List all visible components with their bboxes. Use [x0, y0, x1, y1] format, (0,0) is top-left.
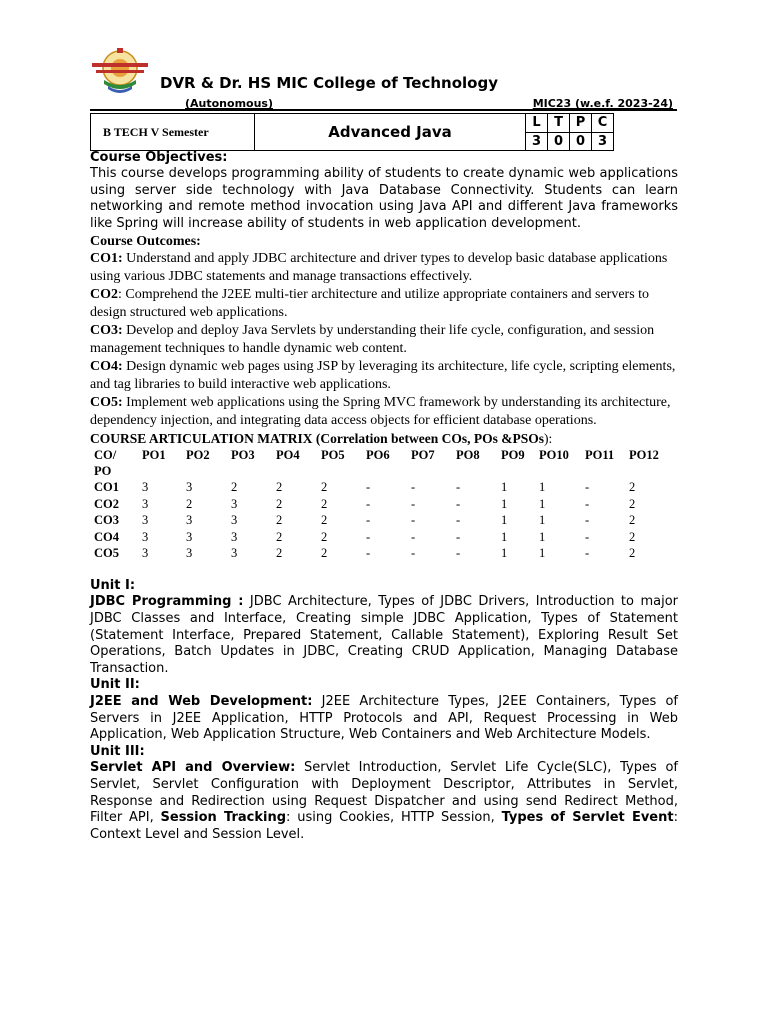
outcomes-heading: Course Outcomes: — [90, 234, 201, 250]
matrix-body — [94, 479, 669, 562]
unit-topic: J2EE and Web Development: — [90, 694, 313, 710]
matrix-cell: - — [366, 496, 371, 511]
outcome-code: CO4: — [90, 359, 123, 375]
college-name: DVR & Dr. HS MIC College of Technology — [160, 74, 498, 92]
matrix-col-header: PO6 — [366, 448, 390, 463]
matrix-cell: 2 — [276, 529, 283, 544]
matrix-cell: 3 — [142, 496, 149, 511]
matrix-cell: 3 — [142, 513, 149, 528]
matrix-cell: 1 — [539, 480, 546, 495]
matrix-cell: 2 — [186, 496, 193, 511]
matrix-cell: - — [456, 529, 461, 544]
outcome-code: CO2 — [90, 287, 118, 303]
matrix-cell: - — [366, 480, 371, 495]
matrix-cell: 2 — [629, 496, 636, 511]
matrix-cell: 1 — [501, 496, 508, 511]
unit-content — [90, 594, 678, 677]
autonomous-label: (Autonomous) — [185, 97, 273, 110]
matrix-col-header: PO7 — [411, 448, 435, 463]
matrix-col-header: PO2 — [186, 448, 210, 463]
matrix-col-header: PO4 — [276, 448, 300, 463]
matrix-cell: - — [585, 480, 590, 495]
outcome-text: Design dynamic web pages using JSP by leveraging its architecture, life cycle, scripting elements, and tag libraries to build interactive web applications. — [90, 359, 676, 393]
matrix-cell: - — [411, 513, 416, 528]
matrix-row-header: CO1 — [94, 480, 119, 495]
matrix-cell: 2 — [629, 513, 636, 528]
ltpc-value-t: 0 — [548, 132, 570, 151]
matrix-cell: 2 — [276, 496, 283, 511]
matrix-cell: - — [411, 529, 416, 544]
matrix-heading-text: COURSE ARTICULATION MATRIX (Correlation between COs, POs &PSOs — [90, 431, 545, 447]
matrix-cell: 1 — [539, 513, 546, 528]
matrix-row-header: CO4 — [94, 529, 119, 544]
matrix-row — [94, 512, 669, 529]
matrix-cell: 2 — [321, 546, 328, 561]
matrix-cell: - — [411, 546, 416, 561]
unit-content — [90, 760, 678, 843]
matrix-col-header: PO8 — [456, 448, 480, 463]
matrix-cell: - — [411, 480, 416, 495]
matrix-row — [94, 479, 669, 496]
matrix-col-header: PO12 — [629, 448, 659, 463]
ltpc-value-c: 3 — [592, 132, 614, 151]
matrix-cell: - — [456, 513, 461, 528]
unit-text: Servlet Introduction, Servlet Life Cycle(SLC), Types of Servlet, Servlet Configuration with Deployment Descriptor, Attributes in Servlet, Response and Redirection using Request Dispatcher and using send Redirect Method, Filter API, — [90, 760, 678, 826]
matrix-col-header: PO11 — [585, 448, 615, 463]
matrix-cell: - — [456, 496, 461, 511]
matrix-cell: - — [585, 496, 590, 511]
unit-title: Unit II: — [90, 677, 140, 693]
matrix-cell: 2 — [629, 529, 636, 544]
matrix-cell: 3 — [142, 480, 149, 495]
matrix-corner: CO/ PO — [94, 448, 117, 479]
matrix-cell: 3 — [186, 529, 193, 544]
matrix-cell: - — [456, 546, 461, 561]
ltpc-value-p: 0 — [570, 132, 592, 151]
matrix-cell: - — [585, 546, 590, 561]
matrix-row-header: CO3 — [94, 513, 119, 528]
matrix-row-header: CO5 — [94, 546, 119, 561]
unit-text: : using Cookies, HTTP Session, — [286, 810, 502, 826]
unit-content — [90, 694, 678, 744]
outcome-item — [90, 286, 678, 322]
college-logo-icon — [90, 44, 150, 100]
outcome-text: Develop and deploy Java Servlets by understanding their life cycle, configuration, and session management techniques to handle dynamic web content. — [90, 323, 655, 357]
matrix-cell: - — [585, 529, 590, 544]
unit-bold-term: Types of Servlet Event — [501, 810, 674, 826]
matrix-row — [94, 529, 669, 546]
matrix-cell: - — [366, 529, 371, 544]
matrix-cell: 3 — [231, 513, 238, 528]
outcome-item — [90, 358, 678, 394]
matrix-cell: 1 — [539, 496, 546, 511]
outcome-text: : Comprehend the J2EE multi-tier architecture and utilize appropriate containers and servers to design structured web applications. — [90, 287, 650, 321]
outcome-text: Implement web applications using the Spring MVC framework by understanding its architecture, dependency injection, and integrating data access objects for efficient database operations. — [90, 395, 671, 429]
matrix-cell: 1 — [501, 513, 508, 528]
unit-text: J2EE Architecture Types, J2EE Containers, Types of Servers in J2EE Application, HTTP Protocols and API, Request Processing in Web Application, Web Application Structure, Web Containers and Web Architecture Models. — [90, 694, 678, 743]
outcome-code: CO3: — [90, 323, 123, 339]
matrix-cell: - — [366, 513, 371, 528]
regulation-label: MIC23 (w.e.f. 2023-24) — [532, 97, 673, 110]
matrix-cell: 2 — [321, 529, 328, 544]
matrix-cell: 1 — [501, 546, 508, 561]
matrix-cell: 3 — [186, 480, 193, 495]
unit-text: JDBC Architecture, Types of JDBC Drivers, Introduction to major JDBC Classes and Interface, Creating simple JDBC Application, Types of Statement (Statement Interface, Prepared Statement, Callable Statement), Exploring Result Set Operations, Batch Updates in JDBC, Creating CRUD Application, Managing Database Transaction. — [90, 594, 678, 676]
matrix-cell: 1 — [501, 480, 508, 495]
matrix-cell: 1 — [501, 529, 508, 544]
matrix-col-header: PO9 — [501, 448, 525, 463]
matrix-cell: - — [411, 496, 416, 511]
matrix-cell: - — [456, 480, 461, 495]
matrix-cell: 2 — [276, 546, 283, 561]
matrix-cell: 3 — [142, 546, 149, 561]
matrix-cell: 2 — [629, 480, 636, 495]
outcome-code: CO5: — [90, 395, 123, 411]
outcome-item — [90, 322, 678, 358]
ltpc-header-l: L — [526, 114, 548, 133]
matrix-heading — [90, 430, 678, 447]
unit-title: Unit III: — [90, 743, 145, 759]
matrix-cell: 3 — [231, 496, 238, 511]
matrix-cell: 2 — [276, 480, 283, 495]
matrix-cell: 3 — [186, 546, 193, 561]
matrix-row — [94, 496, 669, 513]
unit-topic: Servlet API and Overview: — [90, 760, 296, 776]
matrix-cell: 3 — [231, 546, 238, 561]
matrix-cell: 2 — [231, 480, 238, 495]
matrix-row — [94, 545, 669, 562]
ltpc-header-p: P — [570, 114, 592, 133]
matrix-cell: 2 — [321, 496, 328, 511]
objectives-heading: Course Objectives: — [90, 150, 228, 165]
matrix-row-header: CO2 — [94, 496, 119, 511]
matrix-cell: - — [366, 546, 371, 561]
matrix-cell: 2 — [629, 546, 636, 561]
matrix-cell: 2 — [321, 513, 328, 528]
outcome-code: CO1: — [90, 251, 123, 267]
unit-topic: JDBC Programming : — [90, 594, 244, 610]
matrix-col-header: PO10 — [539, 448, 569, 463]
matrix-col-header: PO5 — [321, 448, 345, 463]
articulation-matrix — [94, 447, 669, 562]
header-rule — [90, 109, 677, 111]
matrix-heading-tail: ): — [544, 431, 553, 447]
document-body — [90, 150, 678, 843]
outcome-item — [90, 250, 678, 286]
course-info-table — [90, 113, 614, 151]
ltpc-header-c: C — [592, 114, 614, 133]
unit-bold-term: Session Tracking — [160, 810, 287, 826]
matrix-col-header: PO3 — [231, 448, 255, 463]
matrix-cell: 3 — [231, 529, 238, 544]
matrix-cell: - — [585, 513, 590, 528]
course-name-cell: Advanced Java — [255, 114, 526, 151]
ltpc-value-l: 3 — [526, 132, 548, 151]
outcome-text: Understand and apply JDBC architecture and driver types to develop basic database applications using various JDBC statements and manage transactions effectively. — [90, 251, 668, 285]
matrix-cell: 3 — [142, 529, 149, 544]
objectives-text: This course develops programming ability of students to create dynamic web applications using server side technology with Java Database Connectivity. Students can learn networking and remote method invocation using Java API and different Java frameworks like Spring will increase ability of students in web application development. — [90, 166, 678, 231]
matrix-cell: 2 — [321, 480, 328, 495]
unit-text: : Context Level and Session Level. — [90, 810, 678, 842]
matrix-cell: 1 — [539, 529, 546, 544]
semester-cell: B TECH V Semester — [91, 114, 255, 151]
matrix-col-header: PO1 — [142, 448, 166, 463]
unit-title: Unit I: — [90, 577, 136, 593]
matrix-cell: 3 — [186, 513, 193, 528]
ltpc-header-t: T — [548, 114, 570, 133]
matrix-cell: 1 — [539, 546, 546, 561]
matrix-cell: 2 — [276, 513, 283, 528]
outcome-item — [90, 394, 678, 430]
